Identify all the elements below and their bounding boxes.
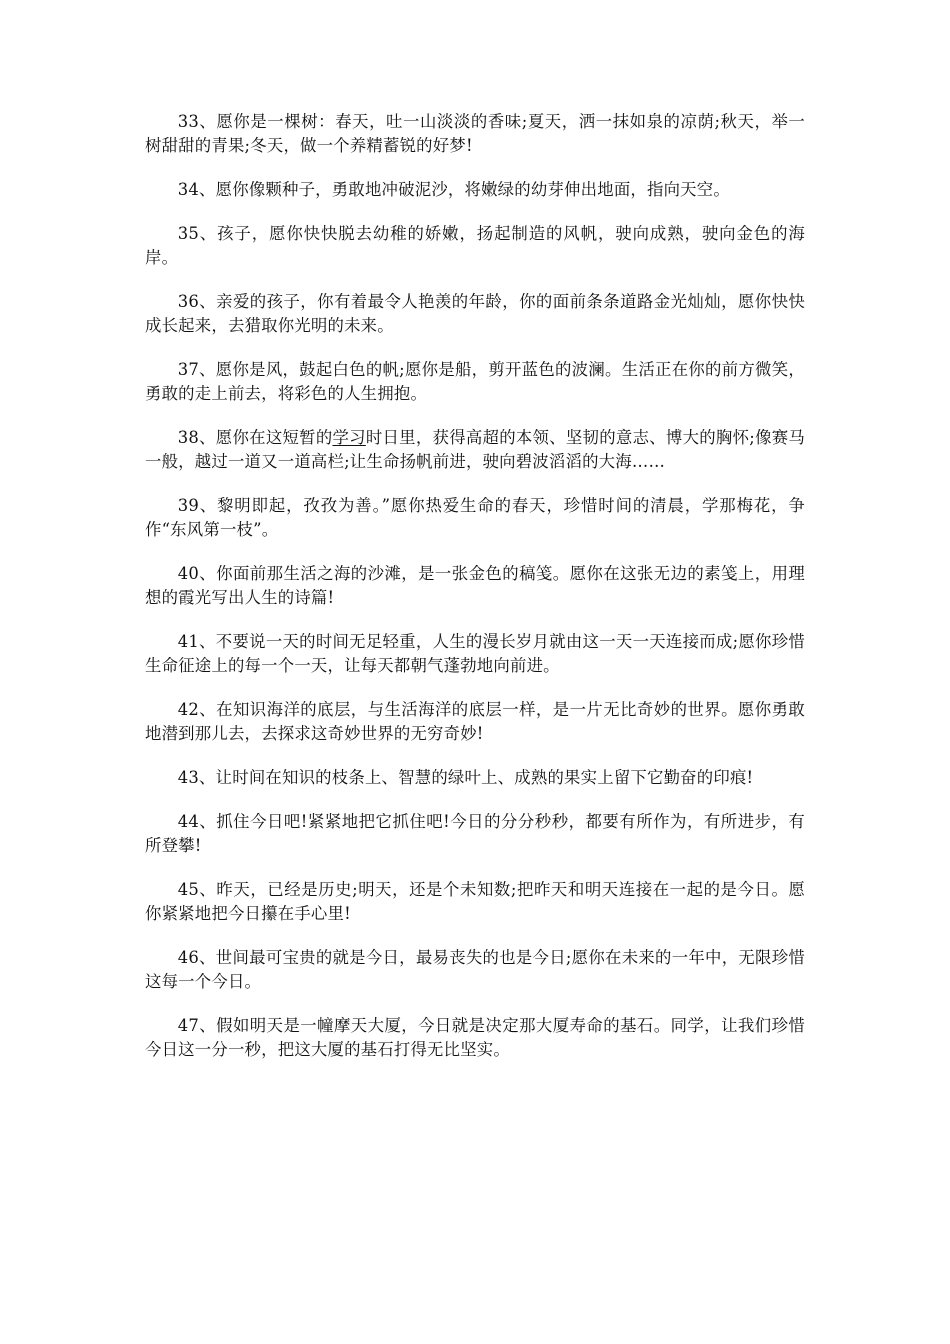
paragraph-47: 47、假如明天是一幢摩天大厦，今日就是决定那大厦寿命的基石。同学，让我们珍惜今日这一分一秒，把这大厦的基石打得无比坚实。 bbox=[145, 1016, 805, 1059]
paragraph-37: 37、愿你是风，鼓起白色的帆;愿你是船，剪开蓝色的波澜。生活正在你的前方微笑，勇敢的走上前去，将彩色的人生拥抱。 bbox=[145, 360, 805, 403]
paragraph-41: 41、不要说一天的时间无足轻重，人生的漫长岁月就由这一天一天连接而成;愿你珍惜生命征途上的每一个一天，让每天都朝气蓬勃地向前进。 bbox=[145, 632, 805, 675]
paragraph-46: 46、世间最可宝贵的就是今日，最易丧失的也是今日;愿你在未来的一年中，无限珍惜这每一个今日。 bbox=[145, 948, 805, 991]
paragraph-38-after: 时日里，获得高超的本领、坚韧的意志、博大的胸怀;像赛马一般，越过一道又一道高栏;让生命扬帆前进，驶向碧波滔滔的大海…… bbox=[145, 428, 805, 471]
paragraph-43: 43、让时间在知识的枝条上、智慧的绿叶上、成熟的果实上留下它勤奋的印痕! bbox=[177, 768, 754, 787]
paragraph-45: 45、昨天，已经是历史;明天，还是个未知数;把昨天和明天连接在一起的是今日。愿你紧紧地把今日攥在手心里! bbox=[145, 880, 805, 923]
paragraph-44: 44、抓住今日吧!紧紧地把它抓住吧!今日的分分秒秒，都要有所作为，有所进步，有所登攀! bbox=[145, 812, 805, 855]
paragraph-40: 40、你面前那生活之海的沙滩，是一张金色的稿笺。愿你在这张无边的素笺上，用理想的霞光写出人生的诗篇! bbox=[145, 564, 805, 607]
paragraph-38-before: 38、愿你在这短暂的 bbox=[177, 428, 333, 447]
paragraph-35: 35、孩子，愿你快快脱去幼稚的娇嫩，扬起制造的风帆，驶向成熟，驶向金色的海岸。 bbox=[145, 224, 805, 267]
paragraph-34: 34、愿你像颗种子，勇敢地冲破泥沙，将嫩绿的幼芽伸出地面，指向天空。 bbox=[177, 180, 730, 199]
paragraph-39: 39、黎明即起，孜孜为善。”愿你热爱生命的春天，珍惜时间的清晨，学那梅花，争作“东风第一枝”。 bbox=[145, 496, 805, 539]
study-link[interactable]: 学习 bbox=[332, 428, 366, 447]
paragraph-42: 42、在知识海洋的底层，与生活海洋的底层一样，是一片无比奇妙的世界。愿你勇敢地潜到那儿去，去探求这奇妙世界的无穷奇妙! bbox=[145, 700, 805, 743]
document-body bbox=[145, 110, 805, 1082]
paragraph-38 bbox=[145, 426, 805, 474]
paragraph-36: 36、亲爱的孩子，你有着最令人艳羡的年龄，你的面前条条道路金光灿灿，愿你快快成长起来，去猎取你光明的未来。 bbox=[145, 292, 805, 335]
paragraph-33: 33、愿你是一棵树：春天，吐一山淡淡的香味;夏天，洒一抹如泉的凉荫;秋天，举一树甜甜的青果;冬天，做一个养精蓄锐的好梦! bbox=[145, 112, 805, 155]
